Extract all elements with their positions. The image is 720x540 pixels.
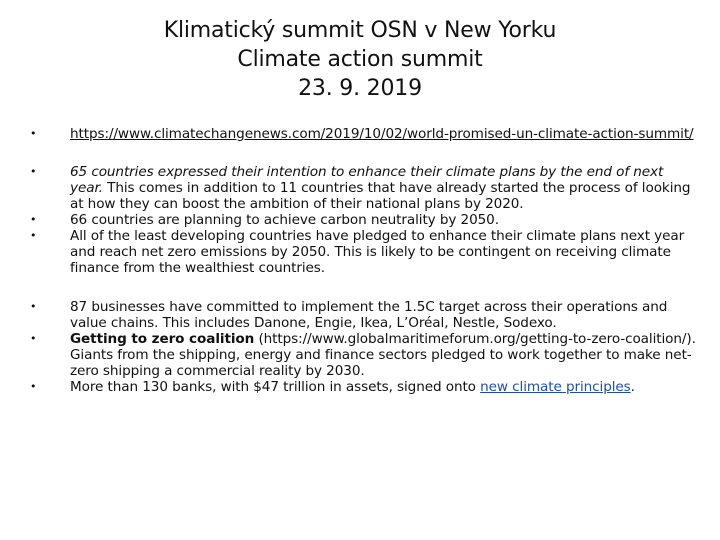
bullet-dot: • <box>30 127 37 140</box>
bullet-item-65-countries <box>30 164 700 212</box>
bullet-tail: . <box>630 379 635 395</box>
bullet-text: More than 130 banks, with $47 trillion in assets, signed onto <box>70 379 481 395</box>
bullet-text: (https://www.globalmaritimeforum.org/getting-to-zero-coalition/). Giants from the shipping, energy and finance sectors pledged to work together to make net-zero shipping a commercial reality by 2030. <box>70 331 696 379</box>
title-line-3: 23. 9. 2019 <box>298 76 422 101</box>
bullet-dot: • <box>30 229 37 242</box>
title-line-1: Klimatický summit OSN v New Yorku <box>163 18 557 43</box>
bullet-text: 66 countries are planning to achieve carbon neutrality by 2050. <box>70 212 499 228</box>
slide-title <box>0 16 720 103</box>
climate-principles-link[interactable]: new climate principles <box>480 379 631 395</box>
bullet-item-banks <box>30 379 700 395</box>
title-line-2: Climate action summit <box>237 47 483 72</box>
bullet-list <box>30 126 700 395</box>
source-link[interactable]: https://www.climatechangenews.com/2019/10/02/world-promised-un-climate-action-summit/ <box>70 126 694 142</box>
bullet-dot: • <box>30 380 37 393</box>
bullet-italic-text: 65 countries expressed their intention to enhance their climate plans by the end of next year. <box>70 164 664 196</box>
bullet-item-zero-coalition <box>30 331 700 379</box>
bullet-dot: • <box>30 165 37 178</box>
bullet-dot: • <box>30 213 37 226</box>
bullet-item-least-developing <box>30 228 700 276</box>
bullet-dot: • <box>30 332 37 345</box>
bullet-text: This comes in addition to 11 countries that have already started the process of looking at how they can boost the ambition of their national plans by 2020. <box>70 180 691 212</box>
bullet-item-87-businesses <box>30 299 700 331</box>
bullet-dot: • <box>30 300 37 313</box>
bullet-item-66-countries <box>30 212 700 228</box>
bullet-text: All of the least developing countries have pledged to enhance their climate plans next year and reach net zero emissions by 2050. This is likely to be contingent on receiving climate finance from the wealthiest countries. <box>70 228 685 276</box>
bullet-text: 87 businesses have committed to implement the 1.5C target across their operations and value chains. This includes Danone, Engie, Ikea, L’Oréal, Nestle, Sodexo. <box>70 299 668 331</box>
bullet-bold-text: Getting to zero coalition <box>70 331 255 347</box>
bullet-item-source-link <box>30 126 700 142</box>
